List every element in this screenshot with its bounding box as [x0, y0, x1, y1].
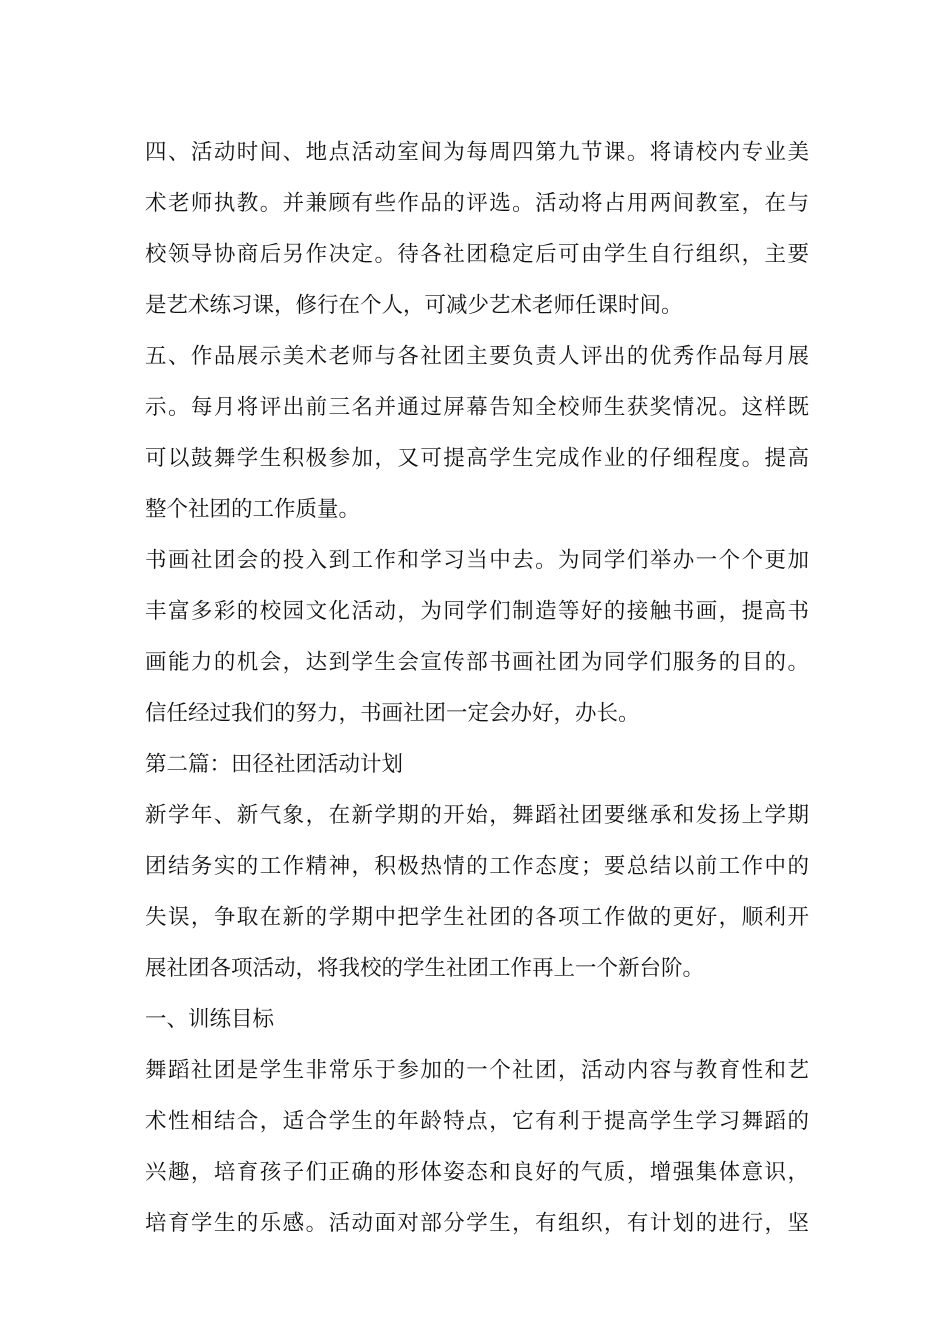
text-line: 信任经过我们的努力，书画社团一定会办好，办长。: [145, 701, 640, 726]
text-line: 丰富多彩的校园文化活动，为同学们制造等好的接触书画，提高书: [145, 599, 809, 624]
text-line: 四、活动时间、地点活动室间为每周四第九节课。将请校内专业美: [145, 140, 809, 165]
text-line: 团结务实的工作精神，积极热情的工作态度；要总结以前工作中的: [145, 854, 809, 879]
text-line: 失误，争取在新的学期中把学生社团的各项工作做的更好，顺利开: [145, 905, 809, 930]
text-line: 术老师执教。并兼顾有些作品的评选。活动将占用两间教室，在与: [145, 191, 809, 216]
section-heading-part-two: 第二篇：田径社团活动计划: [145, 752, 404, 777]
text-line: 可以鼓舞学生积极参加，又可提高学生完成作业的仔细程度。提高: [145, 446, 809, 471]
text-line: 书画社团会的投入到工作和学习当中去。为同学们举办一个个更加: [145, 548, 809, 573]
text-line: 示。每月将评出前三名并通过屏幕告知全校师生获奖情况。这样既: [145, 395, 809, 420]
text-line: 兴趣，培育孩子们正确的形体姿态和良好的气质，增强集体意识，: [145, 1160, 809, 1185]
text-line: 整个社团的工作质量。: [145, 497, 361, 522]
text-line: 展社团各项活动，将我校的学生社团工作再上一个新台阶。: [145, 956, 705, 981]
text-line: 五、作品展示美术老师与各社团主要负责人评出的优秀作品每月展: [145, 344, 809, 369]
paragraph-work-display: [145, 331, 809, 535]
document-body: [145, 127, 809, 1249]
text-line: 术性相结合，适合学生的年龄特点，它有利于提高学生学习舞蹈的: [145, 1109, 809, 1134]
text-line: 画能力的机会，达到学生会宣传部书画社团为同学们服务的目的。: [145, 650, 809, 675]
section-heading-training-goals: 一、训练目标: [145, 1007, 275, 1032]
paragraph-dance-club: [145, 1045, 809, 1249]
paragraph-calligraphy-club: [145, 535, 809, 739]
text-line: 是艺术练习课，修行在个人，可减少艺术老师任课时间。: [145, 293, 683, 318]
text-line: 舞蹈社团是学生非常乐于参加的一个社团，活动内容与教育性和艺: [145, 1058, 809, 1083]
text-line: 培育学生的乐感。活动面对部分学生，有组织，有计划的进行，坚: [145, 1211, 809, 1236]
paragraph-activity-time: [145, 127, 809, 331]
paragraph-new-semester: [145, 790, 809, 994]
text-line: 新学年、新气象，在新学期的开始，舞蹈社团要继承和发扬上学期: [145, 803, 809, 828]
text-line: 校领导协商后另作决定。待各社团稳定后可由学生自行组织，主要: [145, 242, 809, 267]
